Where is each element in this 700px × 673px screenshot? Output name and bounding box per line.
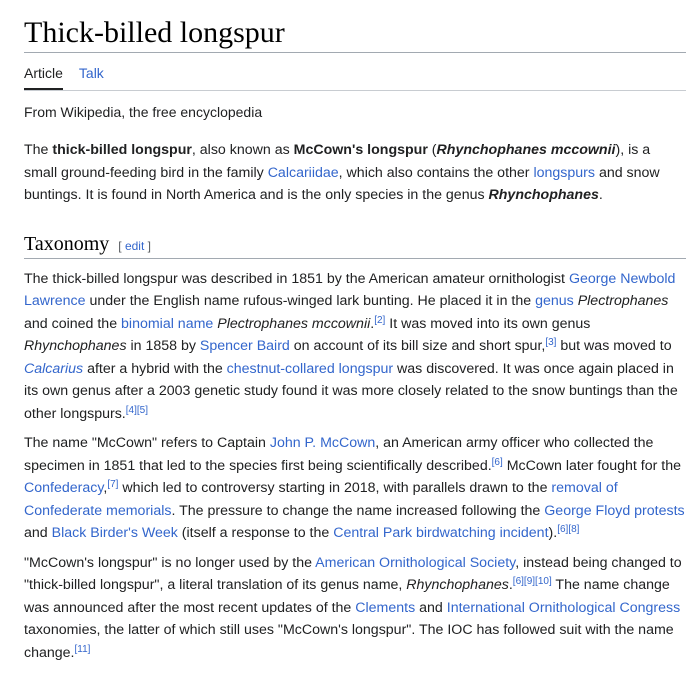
italic-text: Plectrophanes mccownii: [217, 315, 371, 332]
text: ), is a small ground-feeding bird in the family: [24, 142, 651, 181]
link-john-p-mccown[interactable]: John P. McCown: [269, 435, 376, 451]
tab-talk[interactable]: Talk: [78, 65, 104, 81]
link-longspurs[interactable]: longspurs: [533, 164, 595, 181]
text: and coined the: [24, 315, 122, 332]
scientific-name: Rhynchophanes mccownii: [436, 142, 616, 158]
citation-10[interactable]: [10]: [535, 576, 552, 587]
text: was discovered. It was once again placed in its own genus after a 2003 genetic study found it was more closely related to the snow buntings than the other longspurs.: [24, 360, 678, 422]
italic-text: Rhynchophanes: [406, 577, 509, 593]
page-title: Thick-billed longspur: [24, 0, 686, 53]
text: (itself a response to the: [177, 525, 334, 541]
text: McCown later fought for the: [502, 457, 681, 474]
tab-article[interactable]: Article: [24, 53, 63, 90]
text: but was moved to: [556, 338, 672, 354]
link-black-birders-week[interactable]: Black Birder's Week: [51, 525, 178, 541]
link-binomial-name[interactable]: binomial name: [121, 315, 214, 332]
page-tabs: [24, 53, 686, 91]
link-genus[interactable]: genus: [535, 293, 574, 309]
italic-text: Plectrophanes: [577, 293, 669, 309]
text: under the English name rufous-winged lark bunting. He placed it in the: [85, 293, 536, 309]
text: , instead being changed to "thick-billed longspur", a literal translation of its genus name,: [24, 554, 682, 593]
citation-6[interactable]: [6]: [491, 456, 503, 468]
link-george-newbold-lawrence[interactable]: George Newbold Lawrence: [24, 270, 676, 309]
link-spencer-baird[interactable]: Spencer Baird: [199, 338, 290, 354]
citation-11[interactable]: [11]: [74, 643, 91, 655]
link-chestnut-collared-longspur[interactable]: chestnut-collared longspur: [226, 360, 394, 377]
link-removal-of-confederate-memorials[interactable]: removal of Confederate memorials: [24, 480, 618, 519]
link-clements[interactable]: Clements: [355, 599, 416, 616]
lead-paragraph: [24, 139, 686, 207]
section-title: Taxonomy: [24, 232, 110, 255]
citation-2[interactable]: [2]: [374, 314, 386, 326]
text: ).: [548, 525, 558, 541]
citation-5[interactable]: [5]: [136, 404, 148, 416]
link-american-ornithological-society[interactable]: American Ornithological Society: [315, 554, 516, 571]
text: The name "McCown" refers to Captain: [24, 435, 270, 451]
citation-8[interactable]: [8]: [568, 524, 580, 535]
text: It was moved into its own genus: [385, 315, 591, 332]
citation-3[interactable]: [3]: [545, 337, 557, 348]
text: after a hybrid with the: [83, 360, 227, 377]
text: , an American army officer who collected the specimen in 1851 that led to the species first being scientifically described.: [24, 435, 654, 474]
text: "McCown's longspur" is no longer used by the: [24, 554, 316, 571]
citation-6[interactable]: [6]: [512, 576, 524, 587]
text: .: [598, 187, 603, 203]
taxonomy-paragraph-3: [24, 552, 686, 665]
citation-9[interactable]: [9]: [523, 576, 536, 587]
citation-4[interactable]: [4]: [125, 404, 137, 416]
text: on account of its bill size and short spur,: [289, 338, 546, 354]
link-central-park-birdwatching-incident[interactable]: Central Park birdwatching incident: [333, 525, 549, 541]
link-calcariidae[interactable]: Calcariidae: [267, 164, 339, 181]
edit-link[interactable]: edit: [124, 238, 145, 253]
text: and: [415, 599, 447, 616]
bold-term: McCown's longspur: [293, 142, 428, 158]
link-calcarius[interactable]: Calcarius: [24, 360, 84, 377]
citation-6[interactable]: [6]: [557, 524, 569, 535]
text: The: [24, 142, 53, 158]
italic-text: Rhynchophanes: [24, 338, 127, 354]
taxonomy-paragraph-1: [24, 268, 686, 426]
text: in 1858 by: [126, 338, 200, 354]
text: . The pressure to change the name increased following the: [171, 502, 545, 519]
section-heading-taxonomy: [24, 231, 686, 259]
text: The thick-billed longspur was described in 1851 by the American amateur ornithologist: [24, 270, 569, 287]
text: .: [370, 315, 375, 332]
text: taxonomies, the latter of which still uses "McCown's longspur". The IOC has followed suit with the name change.: [24, 622, 674, 661]
text: and: [24, 525, 52, 541]
citation-7[interactable]: [7]: [107, 479, 119, 490]
genus-name: Rhynchophanes: [488, 187, 599, 203]
bold-term: thick-billed longspur: [52, 142, 192, 158]
text: ,: [103, 480, 108, 496]
link-international-ornithological-congress[interactable]: International Ornithological Congress: [446, 599, 681, 616]
taxonomy-paragraph-2: [24, 432, 686, 545]
link-george-floyd-protests[interactable]: George Floyd protests: [544, 502, 685, 519]
edit-bracket: ]: [144, 238, 151, 253]
text: , also known as: [191, 142, 294, 158]
text: which led to controversy starting in 2018, with parallels drawn to the: [118, 480, 552, 496]
edit-bracket: [: [118, 238, 125, 253]
section-edit: [118, 239, 151, 253]
site-tagline: From Wikipedia, the free encyclopedia: [24, 104, 263, 120]
text: (: [427, 142, 437, 158]
text: .: [508, 577, 513, 593]
text: The name change was announced after the most recent updates of the: [24, 577, 670, 616]
text: and snow buntings. It is found in North America and is the only species in the genus: [24, 164, 660, 203]
text: , which also contains the other: [338, 164, 534, 181]
link-confederacy[interactable]: Confederacy: [24, 480, 104, 496]
